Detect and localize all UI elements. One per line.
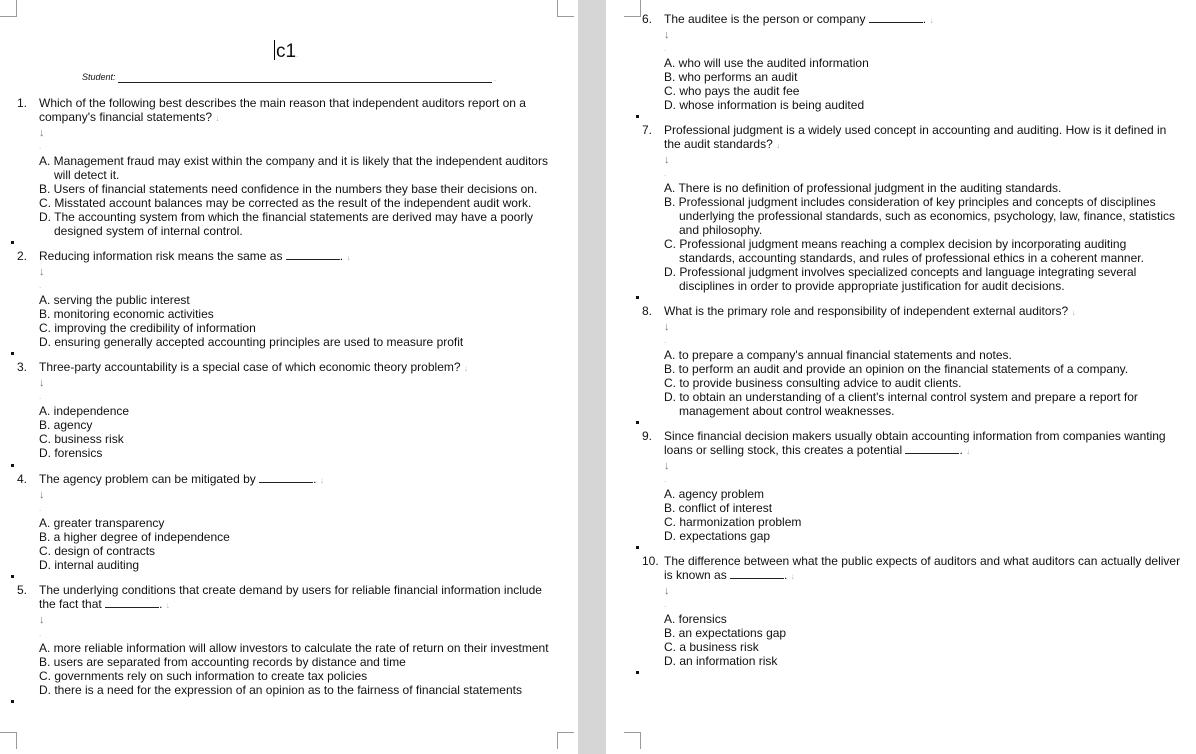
answer-option: A. There is no definition of professional judgment in the auditing standards.: [664, 181, 1062, 195]
answer-option: A. who will use the audited information: [664, 56, 869, 70]
answer-option: A. greater transparency: [39, 516, 165, 530]
text-cursor: [274, 40, 275, 60]
question-separator: [11, 700, 14, 703]
question-stem: What is the primary role and responsibility of independent external auditors?: [664, 304, 1069, 318]
answer-option: B. monitoring economic activities: [39, 307, 214, 321]
answer-option: B. a higher degree of independence: [39, 530, 230, 544]
answer-option: D. to obtain an understanding of a client's internal control system and prepare a report for management about control weaknesses.: [664, 390, 1138, 418]
crop-mark: [557, 0, 574, 17]
answer-option: A. independence: [39, 404, 130, 418]
answer-option: B. users are separated from accounting records by distance and time: [39, 655, 406, 669]
answer-option: A. forensics: [664, 612, 727, 626]
student-name-line[interactable]: [118, 82, 492, 83]
question-4: 4. The agency problem can be mitigated by . ↓ ↓ . A. greater transparency B. a higher degree of independence C. design of contracts D. internal auditing: [17, 472, 557, 572]
question-stem: Reducing information risk means the same as: [39, 249, 283, 263]
answer-option: B. an expectations gap: [664, 626, 787, 640]
question-number: 3.: [17, 360, 28, 374]
crop-mark: [624, 0, 641, 17]
answer-option: D. internal auditing: [39, 558, 140, 572]
question-2: 2. Reducing information risk means the same as . ↓ ↓ . A. serving the public interest B. monitoring economic activities C. improving the credibility of information D. ensuring generally accepted accounting principles are used to measure profit: [17, 249, 557, 349]
answer-blank: [869, 12, 923, 23]
document-title[interactable]: c1.: [276, 41, 299, 62]
answer-option: C. improving the credibility of information: [39, 321, 256, 335]
question-3: 3. Three-party accountability is a special case of which economic theory problem? ↓ ↓ . A. independence B. agency C. business risk D. forensics: [17, 360, 557, 460]
answer-blank: [730, 568, 784, 579]
answer-option: D. forensics: [39, 446, 103, 460]
answer-blank: [905, 443, 959, 454]
answer-option: C. a business risk: [664, 640, 759, 654]
answer-blank: [105, 597, 159, 608]
question-number: 1.: [17, 96, 28, 110]
answer-option: D. Professional judgment involves specialized concepts and language integrating several disciplines in order to provide appropriate justification for audit decisions.: [664, 265, 1137, 293]
answer-option: B. who performs an audit: [664, 70, 798, 84]
answer-option: A. agency problem: [664, 487, 765, 501]
question-number: 2.: [17, 249, 28, 263]
question-separator: [636, 115, 639, 118]
question-9: 9. Since financial decision makers usually obtain accounting information from companies wanting loans or selling stock, this creates a potential . ↓ ↓ . A. agency problem B. conflict of interest C. harmonization problem D. expectations gap: [642, 429, 1182, 543]
question-7: 7. Professional judgment is a widely used concept in accounting and auditing. How is it defined in the audit standards? ↓ ↓ . A. There is no definition of professional judgment in the auditing standards. B. Professional judgment includes consideration of key principles and concepts of disciplines underlying the professional standards, such as economics, psychology, law, finance, statistics and philosophy. C. Professional judgment means reaching a complex decision by incorporating auditing standards, accounting standards, and rules of professional ethics in a coherent manner. D. Professional judgment involves specialized concepts and language integrating several disciplines in order to provide appropriate justification for audit decisions.: [642, 123, 1182, 293]
paragraph-mark: .: [494, 74, 497, 83]
answer-option: D. there is a need for the expression of an opinion as to the fairness of financial statements: [39, 683, 522, 697]
crop-mark: [0, 0, 17, 17]
question-separator: [636, 296, 639, 299]
answer-option: A. Management fraud may exist within the company and it is likely that the independent auditors will detect it.: [39, 154, 548, 182]
answer-option: A. more reliable information will allow investors to calculate the rate of return on their investment: [39, 641, 549, 655]
answer-option: D. The accounting system from which the financial statements are derived may have a poorly designed system of internal control.: [39, 210, 534, 238]
crop-mark: [624, 732, 641, 749]
answer-blank: [286, 249, 340, 260]
question-separator: [11, 575, 14, 578]
answer-option: B. agency: [39, 418, 93, 432]
question-number: 5.: [17, 583, 28, 597]
question-number: 6.: [642, 12, 653, 26]
answer-option: A. serving the public interest: [39, 293, 190, 307]
answer-option: C. design of contracts: [39, 544, 156, 558]
document-page-left[interactable]: [0, 0, 578, 754]
question-separator: [11, 464, 14, 467]
answer-option: B. Professional judgment includes consideration of key principles and concepts of disciplines underlying the professional standards, such as economics, psychology, law, finance, statistics and philosophy.: [664, 195, 1176, 237]
answer-option: D. expectations gap: [664, 529, 771, 543]
answer-option: C. Misstated account balances may be corrected as the result of the independent audit work.: [39, 196, 532, 210]
answer-option: C. harmonization problem: [664, 515, 802, 529]
question-stem: Which of the following best describes the main reason that independent auditors report on a company's financial statements?: [39, 96, 526, 124]
question-10: 10. The difference between what the public expects of auditors and what auditors can actually deliver is known as . ↓ ↓ . A. forensics B. an expectations gap C. a business risk D. an information risk: [642, 554, 1181, 668]
question-number: 7.: [642, 123, 653, 137]
answer-option: C. to provide business consulting advice to audit clients.: [664, 376, 962, 390]
question-stem: The agency problem can be mitigated by: [39, 472, 256, 486]
question-stem: The underlying conditions that create demand by users for reliable financial information include the fact that: [39, 583, 542, 611]
crop-mark: [557, 732, 574, 749]
student-label: Student:: [82, 72, 116, 82]
answer-option: C. who pays the audit fee: [664, 84, 800, 98]
question-1: 1. Which of the following best describes the main reason that independent auditors report on a company's financial statements? ↓ ↓ . A. Management fraud may exist within the company and it is likely that the independent auditors will detect it. B. Users of financial statements need confidence in the numbers they base their decisions on. C. Misstated account balances may be corrected as the result of the independent audit work. D. The accounting system from which the financial statements are derived may have a poorly designed system of internal control.: [17, 96, 557, 238]
question-separator: [636, 421, 639, 424]
answer-option: B. to perform an audit and provide an opinion on the financial statements of a company.: [664, 362, 1129, 376]
answer-option: B. Users of financial statements need confidence in the numbers they base their decisions on.: [39, 182, 538, 196]
question-stem: The difference between what the public expects of auditors and what auditors can actually deliver is known as: [664, 554, 1181, 582]
question-8: 8. What is the primary role and responsibility of independent external auditors? ↓ ↓ . A. to prepare a company's annual financial statements and notes. B. to perform an audit and provide an opinion on the financial statements of a company. C. to provide business consulting advice to audit clients. D. to obtain an understanding of a client's internal control system and prepare a report for management about control weaknesses.: [642, 304, 1182, 418]
question-separator: [636, 546, 639, 549]
question-stem: Professional judgment is a widely used concept in accounting and auditing. How is it defined in the audit standards?: [664, 123, 1167, 151]
document-page-right[interactable]: [606, 0, 1196, 754]
answer-option: D. ensuring generally accepted accounting principles are used to measure profit: [39, 335, 464, 349]
answer-option: D. an information risk: [664, 654, 778, 668]
question-number: 8.: [642, 304, 653, 318]
question-6: 6. The auditee is the person or company . ↓ ↓ . A. who will use the audited information B. who performs an audit C. who pays the audit fee D. whose information is being audited: [642, 12, 1182, 112]
question-number: 10.: [642, 554, 659, 568]
question-stem: Since financial decision makers usually obtain accounting information from companies wanting loans or selling stock, this creates a potential: [664, 429, 1166, 457]
question-stem: The auditee is the person or company: [664, 12, 866, 26]
answer-blank: [259, 472, 313, 483]
answer-option: D. whose information is being audited: [664, 98, 865, 112]
answer-option: B. conflict of interest: [664, 501, 773, 515]
question-separator: [11, 352, 14, 355]
question-number: 4.: [17, 472, 28, 486]
answer-option: C. business risk: [39, 432, 124, 446]
answer-option: C. Professional judgment means reaching a complex decision by incorporating auditing standards, accounting standards, and rules of professional ethics in a coherent manner.: [664, 237, 1144, 265]
question-separator: [636, 671, 639, 674]
answer-option: A. to prepare a company's annual financial statements and notes.: [664, 348, 1012, 362]
question-stem: Three-party accountability is a special case of which economic theory problem?: [39, 360, 461, 374]
crop-mark: [0, 732, 17, 749]
question-5: 5. The underlying conditions that create demand by users for reliable financial information include the fact that . ↓ ↓ . A. more reliable information will allow investors to calculate the rate of return on their investment B. users are separated from accounting records by distance and time C. governments rely on such information to create tax policies D. there is a need for the expression of an opinion as to the fairness of financial statements: [17, 583, 557, 697]
answer-option: C. governments rely on such information to create tax policies: [39, 669, 368, 683]
question-number: 9.: [642, 429, 653, 443]
question-separator: [11, 241, 14, 244]
